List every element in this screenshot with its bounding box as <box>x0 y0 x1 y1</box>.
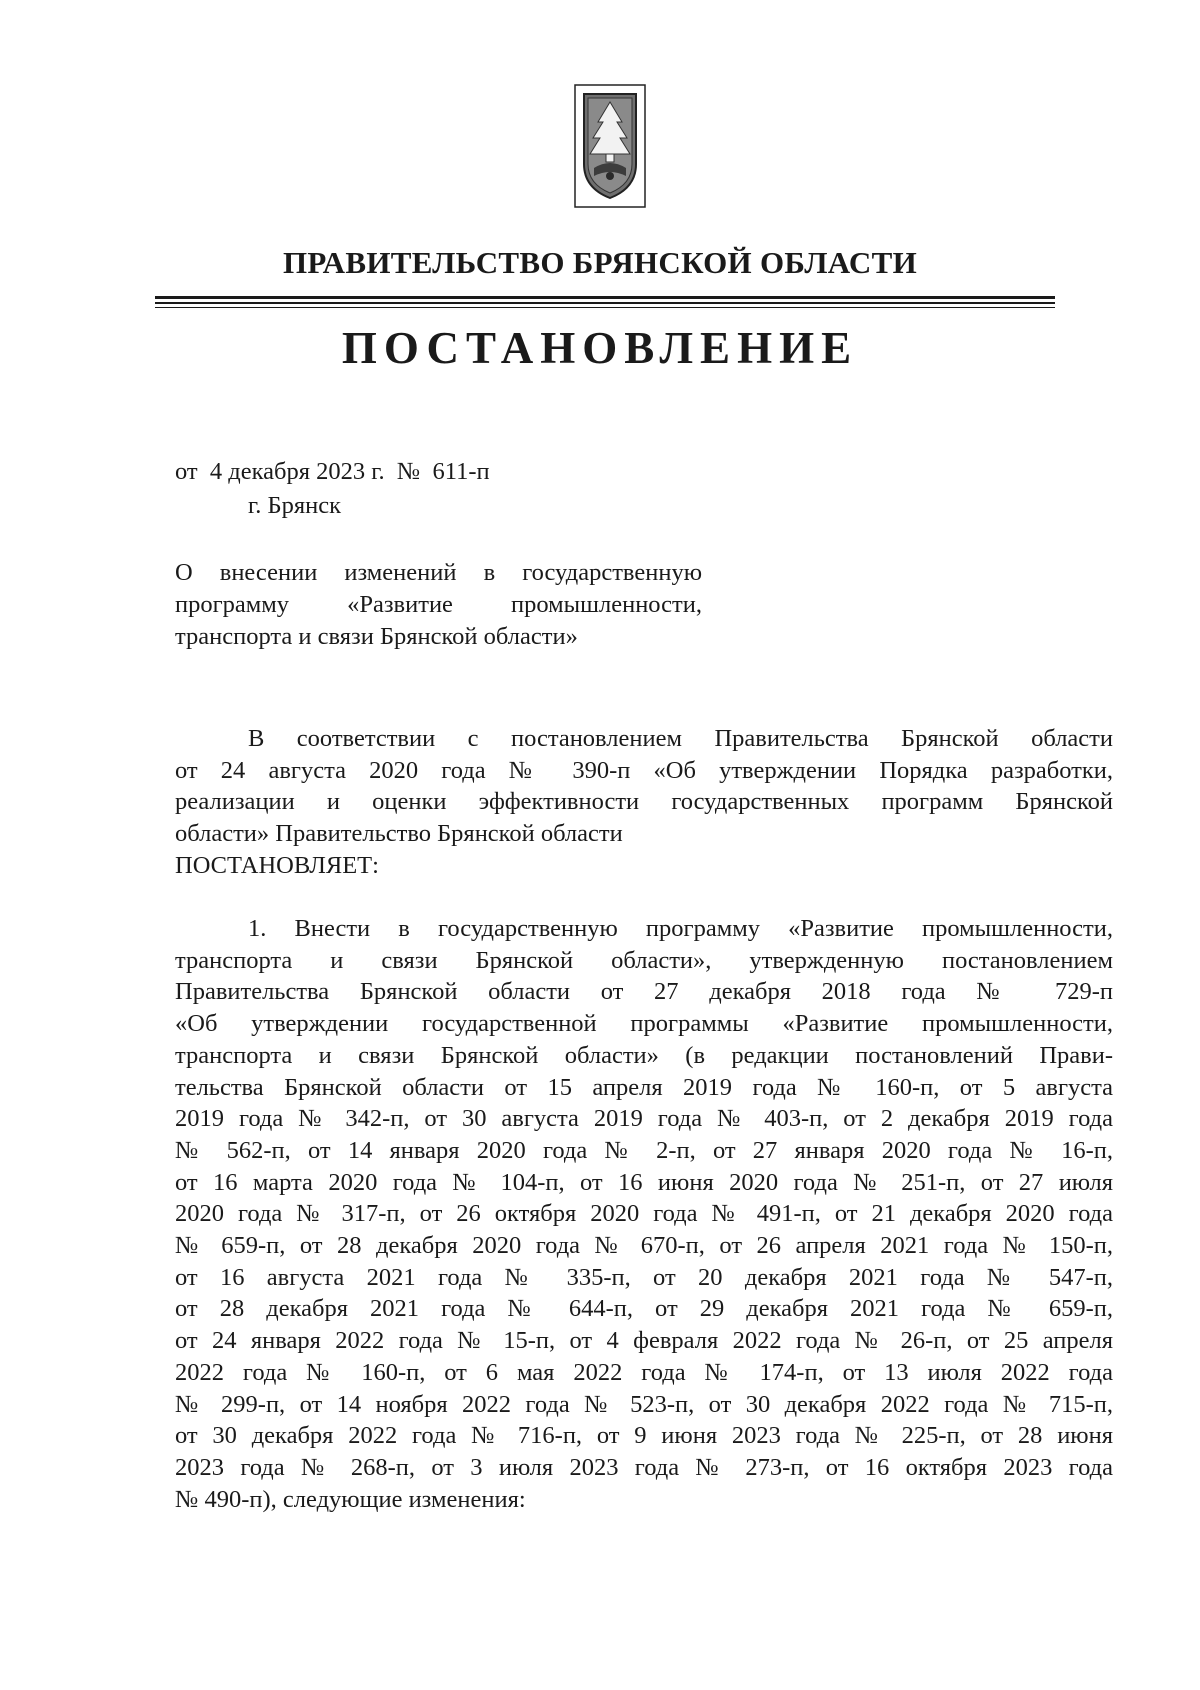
subject-line: О внесении изменений в государственную <box>175 559 702 586</box>
document-city: г. Брянск <box>248 492 342 519</box>
paragraph-line: транспорта и связи Брянской области» (в редакции постановлений Прави- <box>175 1041 1113 1069</box>
paragraph-line: № 562-п, от 14 января 2020 года № 2-п, от 27 января 2020 года № 16-п, <box>175 1136 1113 1164</box>
paragraph-line: от 16 августа 2021 года № 335-п, от 20 декабря 2021 года № 547-п, <box>175 1263 1113 1291</box>
paragraph-line: № 490-п), следующие изменения: <box>175 1485 526 1513</box>
paragraph-line: от 24 августа 2020 года № 390-п «Об утверждении Порядка разработки, <box>175 756 1113 784</box>
header-rule <box>155 307 1055 308</box>
subject-line: транспорта и связи Брянской области» <box>175 623 578 650</box>
header-rule <box>155 302 1055 304</box>
paragraph-line: «Об утверждении государственной программы «Развитие промышленности, <box>175 1010 1113 1038</box>
paragraph-line: 2023 года № 268-п, от 3 июля 2023 года № 273-п, от 16 октября 2023 года <box>175 1453 1113 1481</box>
paragraph-line: № 299-п, от 14 ноября 2022 года № 523-п, от 30 декабря 2022 года № 715-п, <box>175 1390 1113 1418</box>
paragraph-line: от 30 декабря 2022 года № 716-п, от 9 июня 2023 года № 225-п, от 28 июня <box>175 1422 1113 1450</box>
paragraph-line: В соответствии с постановлением Правительства Брянской области <box>248 725 1113 752</box>
subject-line: программу «Развитие промышленности, <box>175 591 702 618</box>
paragraph-line: Правительства Брянской области от 27 декабря 2018 года № 729-п <box>175 978 1113 1006</box>
paragraph-line: тельства Брянской области от 15 апреля 2019 года № 160-п, от 5 августа <box>175 1073 1113 1101</box>
document-type-heading: ПОСТАНОВЛЕНИЕ <box>341 323 859 373</box>
paragraph-line: № 659-п, от 28 декабря 2020 года № 670-п, от 26 апреля 2021 года № 150-п, <box>175 1232 1113 1260</box>
document-date-number: от 4 декабря 2023 г. № 611-п <box>175 458 490 485</box>
header-rule <box>155 296 1055 299</box>
resolution-keyword: ПОСТАНОВЛЯЕТ: <box>175 851 379 879</box>
paragraph-line: 2022 года № 160-п, от 6 мая 2022 года № 174-п, от 13 июля 2022 года <box>175 1358 1113 1386</box>
document-subject <box>175 557 702 653</box>
paragraph-line: от 24 января 2022 года № 15-п, от 4 февраля 2022 года № 26-п, от 25 апреля <box>175 1327 1113 1355</box>
paragraph-line: транспорта и связи Брянской области», утвержденную постановлением <box>175 946 1113 974</box>
paragraph-line: 2019 года № 342-п, от 30 августа 2019 года № 403-п, от 2 декабря 2019 года <box>175 1105 1113 1133</box>
paragraph-line: от 28 декабря 2021 года № 644-п, от 29 декабря 2021 года № 659-п, <box>175 1295 1113 1323</box>
paragraph-line: 1. Внести в государственную программу «Развитие промышленности, <box>248 915 1113 942</box>
preamble-paragraph <box>175 723 1113 882</box>
paragraph-line: реализации и оценки эффективности государственных программ Брянской <box>175 788 1113 816</box>
item-1-paragraph <box>175 913 1113 1515</box>
paragraph-line: области» Правительство Брянской области <box>175 820 623 848</box>
paragraph-line: от 16 марта 2020 года № 104-п, от 16 июня 2020 года № 251-п, от 27 июля <box>175 1168 1113 1196</box>
bryansk-coat-of-arms-icon <box>574 84 646 208</box>
paragraph-line: 2020 года № 317-п, от 26 октября 2020 года № 491-п, от 21 декабря 2020 года <box>175 1200 1113 1228</box>
organization-title: ПРАВИТЕЛЬСТВО БРЯНСКОЙ ОБЛАСТИ <box>282 245 918 280</box>
